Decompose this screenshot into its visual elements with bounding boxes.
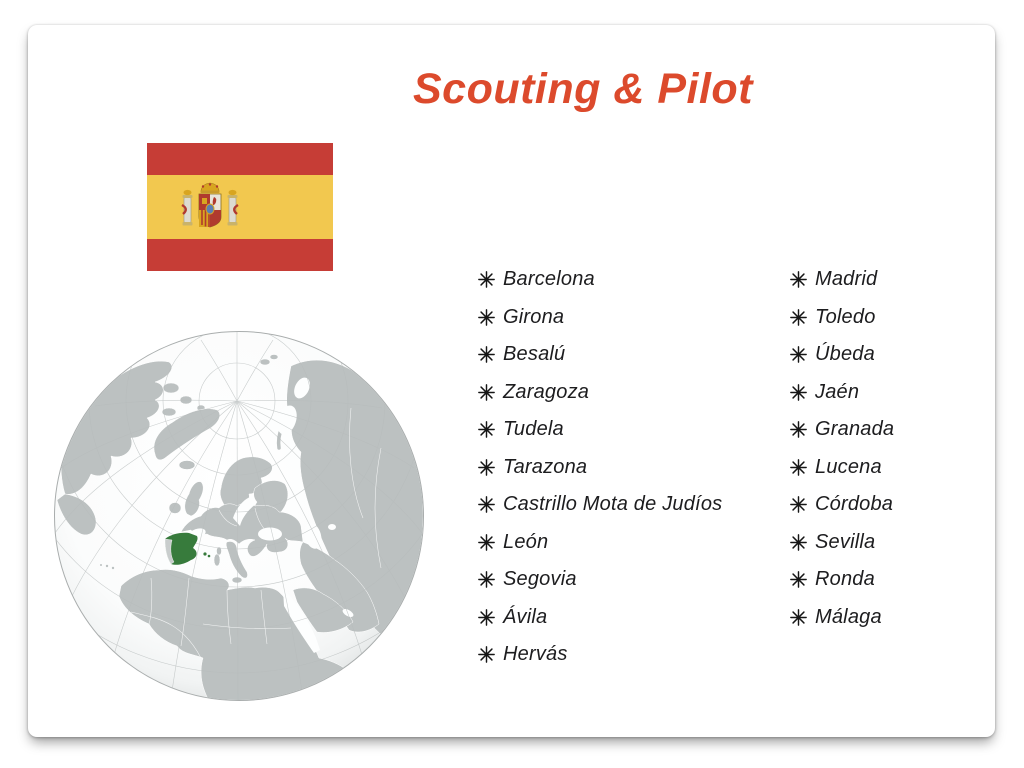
list-item [790, 336, 1010, 374]
star-bullet-icon [478, 421, 495, 438]
star-bullet-icon [478, 459, 495, 476]
star-bullet-icon [790, 421, 807, 438]
city-label: Tudela [503, 418, 564, 441]
list-item [478, 374, 778, 412]
city-list-right [790, 261, 1010, 636]
star-bullet-icon [478, 384, 495, 401]
city-label: Lucena [815, 455, 882, 478]
list-item [478, 411, 778, 449]
star-bullet-icon [478, 346, 495, 363]
star-bullet-icon [790, 309, 807, 326]
list-item [790, 411, 1010, 449]
list-item [478, 261, 778, 299]
spain-flag [147, 143, 333, 271]
city-label: Toledo [815, 305, 876, 328]
list-item [478, 599, 778, 637]
city-label: Córdoba [815, 493, 894, 516]
city-label: Jaén [815, 380, 860, 403]
slide-title: Scouting & Pilot [412, 65, 754, 113]
list-item [790, 486, 1010, 524]
star-bullet-icon [478, 496, 495, 513]
list-item [790, 374, 1010, 412]
city-label: Zaragoza [503, 380, 590, 403]
city-label: Castrillo Mota de Judíos [503, 493, 723, 516]
list-item [790, 299, 1010, 337]
list-item [478, 636, 778, 674]
star-bullet-icon [478, 609, 495, 626]
city-list-left [478, 261, 778, 674]
star-bullet-icon [790, 384, 807, 401]
list-item [790, 261, 1010, 299]
city-label: Madrid [815, 268, 878, 291]
city-label: Barcelona [503, 268, 595, 291]
presentation-slide [28, 25, 995, 737]
star-bullet-icon [478, 571, 495, 588]
city-label: Málaga [815, 605, 882, 628]
city-label: León [503, 530, 549, 553]
star-bullet-icon [478, 271, 495, 288]
list-item [478, 336, 778, 374]
city-label: Girona [503, 305, 565, 328]
list-item [478, 299, 778, 337]
star-bullet-icon [790, 271, 807, 288]
star-bullet-icon [790, 609, 807, 626]
list-item [478, 561, 778, 599]
star-bullet-icon [790, 534, 807, 551]
star-bullet-icon [790, 346, 807, 363]
city-label: Úbeda [815, 343, 875, 366]
star-bullet-icon [478, 646, 495, 663]
city-label: Hervás [503, 643, 568, 666]
list-item [790, 449, 1010, 487]
city-label: Granada [815, 418, 895, 441]
list-item [790, 561, 1010, 599]
city-label: Ávila [503, 605, 548, 628]
spain-coat-of-arms-icon [180, 181, 240, 235]
city-label: Ronda [815, 568, 875, 591]
star-bullet-icon [790, 496, 807, 513]
star-bullet-icon [478, 309, 495, 326]
star-bullet-icon [478, 534, 495, 551]
list-item [478, 486, 778, 524]
list-item [790, 524, 1010, 562]
city-label: Segovia [503, 568, 577, 591]
list-item [478, 449, 778, 487]
city-label: Sevilla [815, 530, 876, 553]
city-label: Besalú [503, 343, 566, 366]
star-bullet-icon [790, 459, 807, 476]
list-item [478, 524, 778, 562]
star-bullet-icon [790, 571, 807, 588]
list-item [790, 599, 1010, 637]
city-label: Tarazona [503, 455, 588, 478]
spain-orthographic-globe-map [51, 328, 427, 704]
